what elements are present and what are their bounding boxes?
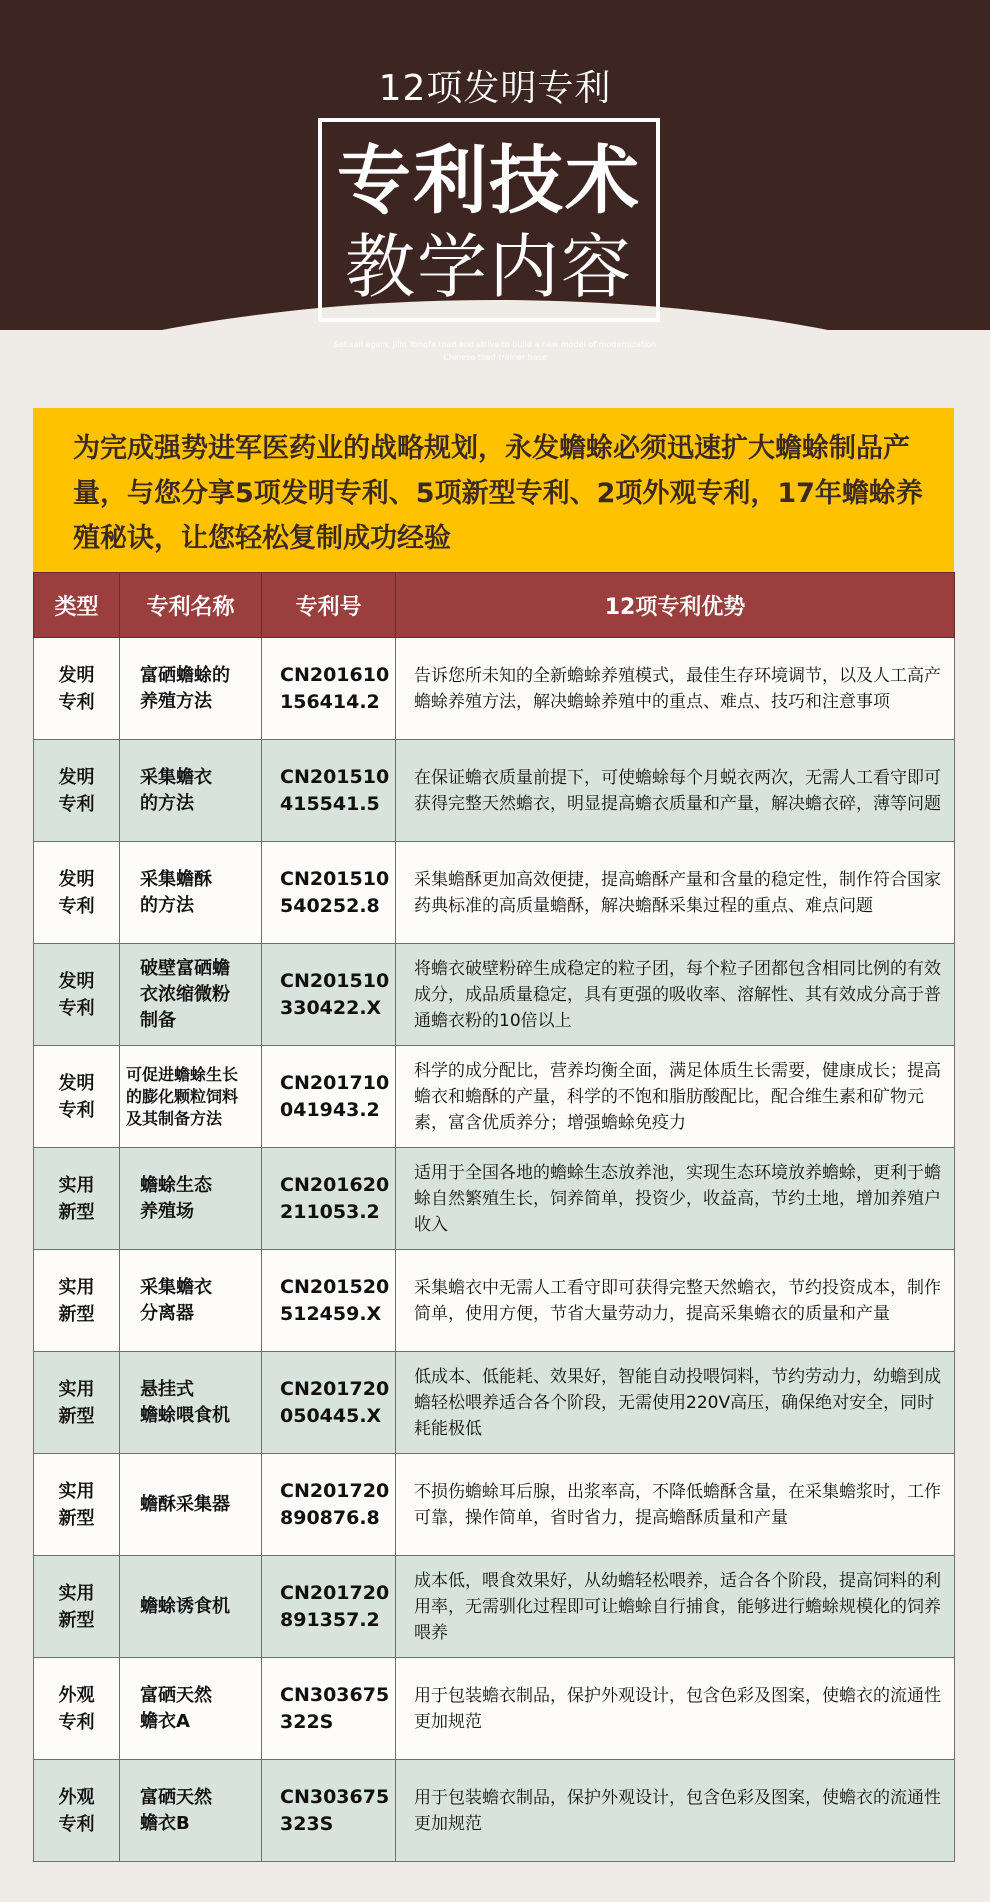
type-line-2: 专利 <box>58 1813 95 1835</box>
number-cell <box>262 842 396 944</box>
name-cell <box>120 1454 262 1556</box>
number-cell <box>262 1352 396 1454</box>
table-row <box>34 638 955 740</box>
name-cell <box>120 1352 262 1454</box>
number-line-1: CN201610 <box>280 663 390 686</box>
type-cell <box>34 1760 120 1862</box>
advantage-cell: 将蟾衣破壁粉碎生成稳定的粒子团，每个粒子团都包含相同比例的有效成分，成品质量稳定，具有更强的吸收率、溶解性、其有效成分高于普通蟾衣粉的10倍以上 <box>396 944 955 1046</box>
number-line-2: 415541.5 <box>280 792 380 815</box>
type-line-2: 新型 <box>58 1303 95 1325</box>
type-line-1: 外观 <box>58 1786 95 1808</box>
number-line-1: CN201720 <box>280 1479 390 1502</box>
number-line-2: 323S <box>280 1812 334 1835</box>
name-line-1: 破壁富硒蟾 <box>140 957 230 979</box>
title-box <box>318 118 660 322</box>
advantage-cell: 用于包装蟾衣制品，保护外观设计，包含色彩及图案，使蟾衣的流通性更加规范 <box>396 1658 955 1760</box>
name-line-2: 养殖场 <box>140 1200 194 1222</box>
number-cell <box>262 1148 396 1250</box>
table-row <box>34 1352 955 1454</box>
type-line-1: 实用 <box>58 1276 95 1298</box>
number-line-2: 041943.2 <box>280 1098 380 1121</box>
number-line-2: 330422.X <box>280 996 382 1019</box>
name-line-1: 可促进蟾蜍生长 <box>126 1064 239 1084</box>
intro-banner <box>33 408 954 572</box>
advantage-cell: 采集蟾衣中无需人工看守即可获得完整天然蟾衣，节约投资成本，制作简单，使用方便，节省大量劳动力，提高采集蟾衣的质量和产量 <box>396 1250 955 1352</box>
number-line-1: CN201510 <box>280 765 390 788</box>
number-cell <box>262 1556 396 1658</box>
advantage-cell: 适用于全国各地的蟾蜍生态放养池，实现生态环境放养蟾蜍，更利于蟾蜍自然繁殖生长，饲养简单，投资少，收益高，节约土地，增加养殖户收入 <box>396 1148 955 1250</box>
type-line-2: 专利 <box>58 691 95 713</box>
name-line-1: 蟾蜍生态 <box>140 1174 212 1196</box>
type-line-1: 实用 <box>58 1378 95 1400</box>
type-line-2: 新型 <box>58 1609 95 1631</box>
type-cell <box>34 1352 120 1454</box>
header-number: 专利号 <box>262 573 396 638</box>
number-line-2: 322S <box>280 1710 334 1733</box>
number-line-1: CN303675 <box>280 1683 390 1706</box>
type-line-1: 实用 <box>58 1480 95 1502</box>
number-cell <box>262 1658 396 1760</box>
number-line-2: 211053.2 <box>280 1200 380 1223</box>
number-cell <box>262 1046 396 1148</box>
table-row <box>34 1556 955 1658</box>
type-cell <box>34 1556 120 1658</box>
tagline-line-1: Set sail again, Jilin Yongfa toad and strive to build a new model of modernization <box>333 340 657 349</box>
header-type: 类型 <box>34 573 120 638</box>
table-row <box>34 1148 955 1250</box>
advantage-cell: 成本低，喂食效果好，从幼蟾轻松喂养，适合各个阶段，提高饲料的利用率，无需驯化过程即可让蟾蜍自行捕食，能够进行蟾蜍规模化的饲养喂养 <box>396 1556 955 1658</box>
advantage-cell: 采集蟾酥更加高效便捷，提高蟾酥产量和含量的稳定性，制作符合国家药典标准的高质量蟾酥，解决蟾酥采集过程的重点、难点问题 <box>396 842 955 944</box>
name-line-1: 富硒蟾蜍的 <box>140 664 230 686</box>
name-cell <box>120 1250 262 1352</box>
type-line-2: 新型 <box>58 1507 95 1529</box>
number-cell <box>262 638 396 740</box>
intro-text: 为完成强势进军医药业的战略规划，永发蟾蜍必须迅速扩大蟾蜍制品产量，与您分享5项发明专利、5项新型专利、2项外观专利，17年蟾蜍养殖秘诀，让您轻松复制成功经验 <box>73 433 923 554</box>
name-line-1: 富硒天然 <box>140 1684 212 1706</box>
name-cell <box>120 842 262 944</box>
tagline-line-2: Chinese toad trainer base <box>443 353 547 362</box>
number-line-1: CN201720 <box>280 1377 390 1400</box>
type-line-1: 发明 <box>58 766 95 788</box>
advantage-cell: 告诉您所未知的全新蟾蜍养殖模式，最佳生存环境调节，以及人工高产蟾蜍养殖方法，解决蟾蜍养殖中的重点、难点、技巧和注意事项 <box>396 638 955 740</box>
name-line-2: 蟾衣A <box>140 1710 190 1732</box>
type-line-2: 专利 <box>58 997 95 1019</box>
table-row <box>34 1046 955 1148</box>
name-line-2: 的方法 <box>140 792 194 814</box>
advantage-cell: 科学的成分配比，营养均衡全面，满足体质生长需要，健康成长；提高蟾衣和蟾酥的产量，科学的不饱和脂肪酸配比，配合维生素和矿物元素，富含优质养分；增强蟾蜍免疫力 <box>396 1046 955 1148</box>
name-line-3: 制备 <box>140 1009 176 1031</box>
number-line-1: CN201710 <box>280 1071 390 1094</box>
name-line-1: 采集蟾酥 <box>140 868 212 890</box>
advantage-cell: 在保证蟾衣质量前提下，可使蟾蜍每个月蜕衣两次，无需人工看守即可获得完整天然蟾衣，明显提高蟾衣质量和产量，解决蟾衣碎，薄等问题 <box>396 740 955 842</box>
type-line-1: 发明 <box>58 664 95 686</box>
type-line-1: 实用 <box>58 1582 95 1604</box>
title-line-2: 教学内容 <box>345 226 633 308</box>
title-line-1: 专利技术 <box>337 138 641 224</box>
name-line-3: 及其制备方法 <box>126 1108 223 1128</box>
type-line-2: 专利 <box>58 793 95 815</box>
number-line-2: 540252.8 <box>280 894 380 917</box>
name-cell <box>120 638 262 740</box>
number-cell <box>262 944 396 1046</box>
table-row <box>34 1454 955 1556</box>
type-cell <box>34 1454 120 1556</box>
table-row <box>34 842 955 944</box>
name-line-2: 养殖方法 <box>140 690 212 712</box>
patent-table <box>33 572 955 1862</box>
type-cell <box>34 1046 120 1148</box>
table-row <box>34 1658 955 1760</box>
number-line-1: CN201510 <box>280 969 390 992</box>
tagline <box>0 338 990 364</box>
number-line-1: CN201620 <box>280 1173 390 1196</box>
number-line-1: CN201720 <box>280 1581 390 1604</box>
table-header-row <box>34 573 955 638</box>
number-cell <box>262 1760 396 1862</box>
number-cell <box>262 740 396 842</box>
name-line-1: 采集蟾衣 <box>140 1276 212 1298</box>
number-line-2: 050445.X <box>280 1404 382 1427</box>
table-row <box>34 1760 955 1862</box>
type-line-2: 新型 <box>58 1405 95 1427</box>
name-line-2: 衣浓缩微粉 <box>140 983 230 1005</box>
name-line-1: 富硒天然 <box>140 1786 212 1808</box>
table-row <box>34 1250 955 1352</box>
name-line-1: 采集蟾衣 <box>140 766 212 788</box>
name-cell <box>120 1148 262 1250</box>
type-line-1: 发明 <box>58 970 95 992</box>
type-line-2: 专利 <box>58 895 95 917</box>
number-line-2: 512459.X <box>280 1302 382 1325</box>
type-cell <box>34 740 120 842</box>
name-line-2: 分离器 <box>140 1302 194 1324</box>
header-name: 专利名称 <box>120 573 262 638</box>
advantage-cell: 不损伤蟾蜍耳后腺，出浆率高，不降低蟾酥含量，在采集蟾浆时，工作可靠，操作简单，省时省力，提高蟾酥质量和产量 <box>396 1454 955 1556</box>
table-row <box>34 944 955 1046</box>
number-cell <box>262 1250 396 1352</box>
type-line-2: 新型 <box>58 1201 95 1223</box>
type-cell <box>34 1148 120 1250</box>
name-cell <box>120 1046 262 1148</box>
name-cell <box>120 1760 262 1862</box>
type-line-1: 发明 <box>58 868 95 890</box>
advantage-cell: 低成本、低能耗、效果好，智能自动投喂饲料，节约劳动力，幼蟾到成蟾轻松喂养适合各个阶段，无需使用220V高压，确保绝对安全，同时耗能极低 <box>396 1352 955 1454</box>
advantage-cell: 用于包装蟾衣制品，保护外观设计，包含色彩及图案，使蟾衣的流通性更加规范 <box>396 1760 955 1862</box>
number-line-1: CN201510 <box>280 867 390 890</box>
name-line-1: 蟾蜍诱食机 <box>140 1595 230 1617</box>
subtitle: 12项发明专利 <box>378 68 612 109</box>
name-line-2: 蟾蜍喂食机 <box>140 1404 230 1426</box>
type-cell <box>34 842 120 944</box>
type-line-1: 发明 <box>58 1072 95 1094</box>
name-line-1: 悬挂式 <box>140 1378 194 1400</box>
type-cell <box>34 944 120 1046</box>
type-line-1: 实用 <box>58 1174 95 1196</box>
type-line-1: 外观 <box>58 1684 95 1706</box>
header <box>0 0 990 360</box>
type-line-2: 专利 <box>58 1099 95 1121</box>
number-line-1: CN303675 <box>280 1785 390 1808</box>
type-cell <box>34 1658 120 1760</box>
name-cell <box>120 944 262 1046</box>
name-line-2: 的膨化颗粒饲料 <box>126 1086 239 1106</box>
name-cell <box>120 1556 262 1658</box>
number-line-2: 890876.8 <box>280 1506 380 1529</box>
name-line-2: 的方法 <box>140 894 194 916</box>
name-line-2: 蟾衣B <box>140 1812 190 1834</box>
header-advantages: 12项专利优势 <box>396 573 955 638</box>
name-cell <box>120 1658 262 1760</box>
number-cell <box>262 1454 396 1556</box>
table-row <box>34 740 955 842</box>
type-line-2: 专利 <box>58 1711 95 1733</box>
number-line-1: CN201520 <box>280 1275 390 1298</box>
type-cell <box>34 638 120 740</box>
name-cell <box>120 740 262 842</box>
name-line-1: 蟾酥采集器 <box>140 1493 230 1515</box>
number-line-2: 156414.2 <box>280 690 380 713</box>
number-line-2: 891357.2 <box>280 1608 380 1631</box>
type-cell <box>34 1250 120 1352</box>
